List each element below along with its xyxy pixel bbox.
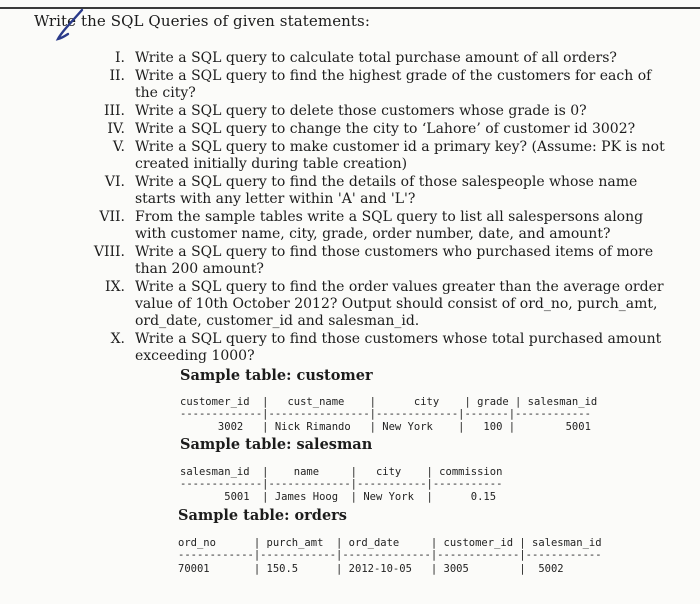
question-text: Write a SQL query to make customer id a primary key? (Assume: PK is not created initially during table creation): [135, 139, 665, 172]
question-list: [70, 50, 670, 365]
question-item: [70, 331, 670, 365]
question-number: VI.: [104, 174, 125, 190]
question-number: II.: [109, 68, 125, 84]
question-text: Write a SQL query to find those customers who purchased items of more than 200 amount?: [135, 244, 654, 277]
question-item: [70, 279, 670, 330]
salesman-table-header: salesman_id | name | city | commission: [180, 466, 503, 478]
question-text: Write a SQL query to find the highest grade of the customers for each of the city?: [135, 68, 652, 101]
orders-table-title: Sample table: orders: [178, 507, 347, 524]
question-item: [70, 50, 670, 67]
salesman-table-row: 5001 | James Hoog | New York | 0.15: [180, 491, 497, 503]
question-text: Write a SQL query to delete those customers whose grade is 0?: [135, 103, 587, 119]
question-number: III.: [103, 103, 125, 119]
customer-table-divider: -------------|----------------|-------------|-------|------------: [180, 408, 591, 420]
question-text: From the sample tables write a SQL query to list all salespersons along with customer name, city, grade, order number, date, and amount?: [135, 209, 644, 242]
pen-stroke-icon: [52, 8, 92, 44]
question-item: [70, 103, 670, 120]
question-item: [70, 139, 670, 173]
orders-table-header: ord_no | purch_amt | ord_date | customer_id | salesman_id: [178, 537, 602, 549]
customer-table-row: 3002 | Nick Rimando | New York | 100 | 5001: [180, 421, 591, 433]
question-number: X.: [110, 331, 125, 347]
question-number: IX.: [105, 279, 125, 295]
orders-table-divider: ------------|------------|--------------|-------------|------------: [178, 549, 602, 561]
question-item: [70, 244, 670, 278]
question-item: [70, 121, 670, 138]
question-item: [70, 174, 670, 208]
question-text: Write a SQL query to find the details of those salespeople whose name starts with any letter within 'A' and 'L'?: [135, 174, 638, 207]
top-rule: [0, 7, 700, 9]
customer-table-title: Sample table: customer: [180, 367, 373, 384]
salesman-table-divider: -------------|-------------|-----------|-----------: [180, 478, 503, 490]
question-number: V.: [112, 139, 125, 155]
question-item: [70, 68, 670, 102]
question-number: IV.: [107, 121, 125, 137]
question-text: Write a SQL query to find those customers whose total purchased amount exceeding 1000?: [135, 331, 662, 364]
question-number: VIII.: [93, 244, 125, 260]
question-text: Write a SQL query to calculate total purchase amount of all orders?: [135, 50, 617, 66]
question-item: [70, 209, 670, 243]
question-number: VII.: [99, 209, 125, 225]
page-heading: Write the SQL Queries of given statements:: [34, 12, 371, 30]
orders-table-row: 70001 | 150.5 | 2012-10-05 | 3005 | 5002: [178, 563, 564, 575]
salesman-table-title: Sample table: salesman: [180, 436, 373, 453]
customer-table-header: customer_id | cust_name | city | grade | salesman_id: [180, 396, 598, 408]
question-text: Write a SQL query to find the order values greater than the average order value of 10th October 2012? Output should consist of ord_no, purch_amt, ord_date, customer_id and salesman_id.: [135, 279, 664, 329]
question-text: Write a SQL query to change the city to ‘Lahore’ of customer id 3002?: [135, 121, 636, 137]
question-number: I.: [115, 50, 125, 66]
